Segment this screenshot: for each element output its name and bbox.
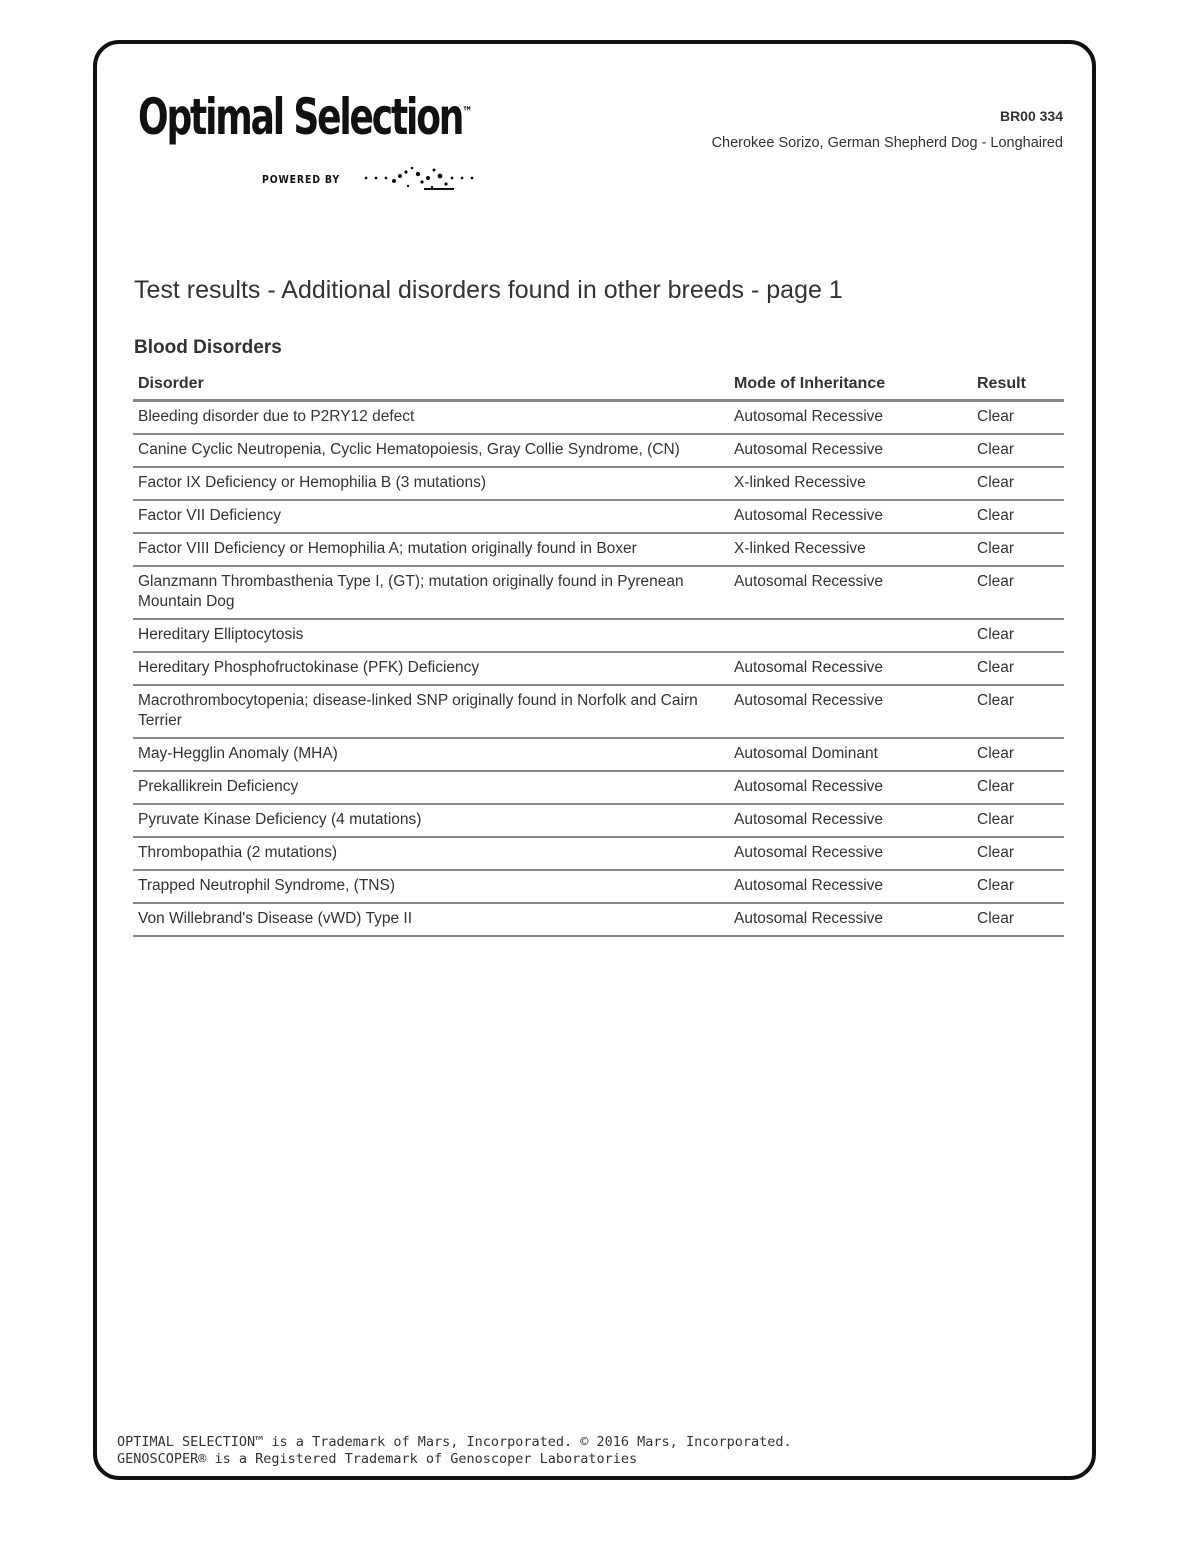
disorder-cell: Macrothrombocytopenia; disease-linked SNP originally found in Norfolk and Cairn Terrier: [133, 685, 729, 738]
mode-of-inheritance-cell: Autosomal Recessive: [729, 401, 972, 435]
result-cell: Clear: [972, 685, 1064, 738]
result-cell: Clear: [972, 804, 1064, 837]
result-cell: Clear: [972, 500, 1064, 533]
table-body: [133, 401, 1064, 937]
genoscoper-logo-icon: [362, 164, 480, 194]
result-cell: Clear: [972, 401, 1064, 435]
mode-of-inheritance-cell: Autosomal Recessive: [729, 903, 972, 936]
table-row: [133, 401, 1064, 435]
disorder-cell: Prekallikrein Deficiency: [133, 771, 729, 804]
mode-of-inheritance-cell: X-linked Recessive: [729, 467, 972, 500]
mode-of-inheritance-cell: Autosomal Dominant: [729, 738, 972, 771]
mode-of-inheritance-cell: X-linked Recessive: [729, 533, 972, 566]
table-row: [133, 771, 1064, 804]
mode-of-inheritance-cell: Autosomal Recessive: [729, 566, 972, 619]
table-row: [133, 738, 1064, 771]
column-header-result: Result: [972, 372, 1064, 401]
logo-title: Optimal Selection: [138, 88, 463, 146]
disorder-cell: Pyruvate Kinase Deficiency (4 mutations): [133, 804, 729, 837]
disorder-cell: Von Willebrand's Disease (vWD) Type II: [133, 903, 729, 936]
mode-of-inheritance-cell: Autosomal Recessive: [729, 870, 972, 903]
table-row: [133, 685, 1064, 738]
result-cell: Clear: [972, 903, 1064, 936]
disorder-cell: Factor VIII Deficiency or Hemophilia A; mutation originally found in Boxer: [133, 533, 729, 566]
mode-of-inheritance-cell: Autosomal Recessive: [729, 500, 972, 533]
footer-line-1: OPTIMAL SELECTION™ is a Trademark of Mars, Incorporated. © 2016 Mars, Incorporated.: [117, 1434, 792, 1450]
results-table: [133, 372, 1064, 937]
result-cell: Clear: [972, 533, 1064, 566]
mode-of-inheritance-cell: Autosomal Recessive: [729, 771, 972, 804]
table-row: [133, 870, 1064, 903]
footer: [117, 1434, 792, 1468]
section-title: Blood Disorders: [134, 337, 282, 358]
table-row: [133, 652, 1064, 685]
result-cell: Clear: [972, 619, 1064, 652]
table-row: [133, 903, 1064, 936]
column-header-mode: Mode of Inheritance: [729, 372, 972, 401]
disorder-cell: Hereditary Phosphofructokinase (PFK) Deficiency: [133, 652, 729, 685]
result-cell: Clear: [972, 837, 1064, 870]
mode-of-inheritance-cell: [729, 619, 972, 652]
footer-line-2: GENOSCOPER® is a Registered Trademark of Genoscoper Laboratories: [117, 1451, 638, 1467]
table-row: [133, 804, 1064, 837]
dog-name: Cherokee Sorizo, German Shepherd Dog - Longhaired: [711, 135, 1063, 151]
mode-of-inheritance-cell: Autosomal Recessive: [729, 837, 972, 870]
result-cell: Clear: [972, 467, 1064, 500]
mode-of-inheritance-cell: Autosomal Recessive: [729, 652, 972, 685]
report-id: BR00 334: [999, 108, 1063, 124]
result-cell: Clear: [972, 434, 1064, 467]
table-row: [133, 837, 1064, 870]
table-row: [133, 533, 1064, 566]
disorder-cell: Factor VII Deficiency: [133, 500, 729, 533]
mode-of-inheritance-cell: Autosomal Recessive: [729, 434, 972, 467]
table-row: [133, 467, 1064, 500]
disorder-cell: Factor IX Deficiency or Hemophilia B (3 mutations): [133, 467, 729, 500]
disorder-cell: Glanzmann Thrombasthenia Type I, (GT); mutation originally found in Pyrenean Mountain Dog: [133, 566, 729, 619]
result-cell: Clear: [972, 566, 1064, 619]
optimal-selection-logo: [138, 88, 602, 186]
result-cell: Clear: [972, 652, 1064, 685]
table-row: [133, 566, 1064, 619]
table-row: [133, 434, 1064, 467]
powered-by-text: POWERED BY: [262, 172, 341, 186]
disorder-cell: Trapped Neutrophil Syndrome, (TNS): [133, 870, 729, 903]
table-row: [133, 500, 1064, 533]
disorder-cell: Thrombopathia (2 mutations): [133, 837, 729, 870]
mode-of-inheritance-cell: Autosomal Recessive: [729, 804, 972, 837]
report-header: [712, 108, 1063, 151]
result-cell: Clear: [972, 738, 1064, 771]
result-cell: Clear: [972, 870, 1064, 903]
disorder-cell: Hereditary Elliptocytosis: [133, 619, 729, 652]
page-title: Test results - Additional disorders found in other breeds - page 1: [134, 276, 843, 304]
table-row: [133, 619, 1064, 652]
column-header-disorder: Disorder: [133, 372, 729, 401]
powered-by: [262, 164, 480, 194]
disorder-cell: Bleeding disorder due to P2RY12 defect: [133, 401, 729, 435]
disorder-cell: May-Hegglin Anomaly (MHA): [133, 738, 729, 771]
logo-trademark: ™: [462, 104, 473, 121]
mode-of-inheritance-cell: Autosomal Recessive: [729, 685, 972, 738]
result-cell: Clear: [972, 771, 1064, 804]
table-header-row: [133, 372, 1064, 401]
disorder-cell: Canine Cyclic Neutropenia, Cyclic Hematopoiesis, Gray Collie Syndrome, (CN): [133, 434, 729, 467]
